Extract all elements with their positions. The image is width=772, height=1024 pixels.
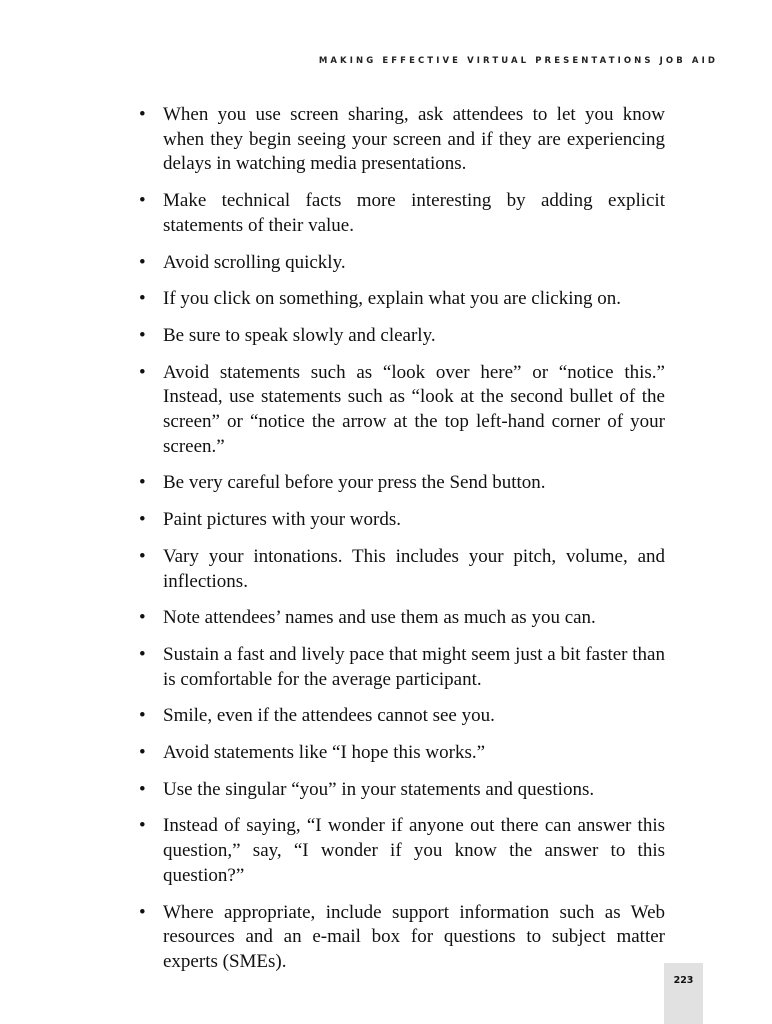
list-item: • Instead of saying, “I wonder if anyone out there can answer this question,” say, “I wonder if you know the answer to this question?” bbox=[139, 814, 665, 888]
list-item: • Avoid scrolling quickly. bbox=[139, 251, 665, 276]
list-item: • Paint pictures with your words. bbox=[139, 508, 665, 533]
list-item: • Where appropriate, include support information such as Web resources and an e-mail box for questions to subject matter experts (SMEs). bbox=[139, 901, 665, 975]
list-item: • Note attendees’ names and use them as much as you can. bbox=[139, 606, 665, 631]
tips-list bbox=[139, 103, 665, 975]
list-item: • Be very careful before your press the Send button. bbox=[139, 471, 665, 496]
running-header: MAKING EFFECTIVE VIRTUAL PRESENTATIONS JOB AID bbox=[318, 56, 718, 66]
list-item: • If you click on something, explain what you are clicking on. bbox=[139, 287, 665, 312]
list-item: • Use the singular “you” in your statements and questions. bbox=[139, 778, 665, 803]
list-item: • Vary your intonations. This includes your pitch, volume, and inflections. bbox=[139, 545, 665, 594]
page-number: 223 bbox=[673, 975, 694, 986]
list-item: • Sustain a fast and lively pace that might seem just a bit faster than is comfortable for the average participant. bbox=[139, 643, 665, 692]
list-item: • Avoid statements such as “look over here” or “notice this.” Instead, use statements such as “look at the second bullet of the screen” or “notice the arrow at the top left-hand corner of your screen.” bbox=[139, 361, 665, 460]
list-item: • When you use screen sharing, ask attendees to let you know when they begin seeing your screen and if they are experiencing delays in watching media presentations. bbox=[139, 103, 665, 177]
list-item: • Make technical facts more interesting by adding explicit statements of their value. bbox=[139, 189, 665, 238]
list-item: • Be sure to speak slowly and clearly. bbox=[139, 324, 665, 349]
page-number-tab bbox=[664, 963, 703, 1024]
list-item: • Smile, even if the attendees cannot see you. bbox=[139, 704, 665, 729]
list-item: • Avoid statements like “I hope this works.” bbox=[139, 741, 665, 766]
